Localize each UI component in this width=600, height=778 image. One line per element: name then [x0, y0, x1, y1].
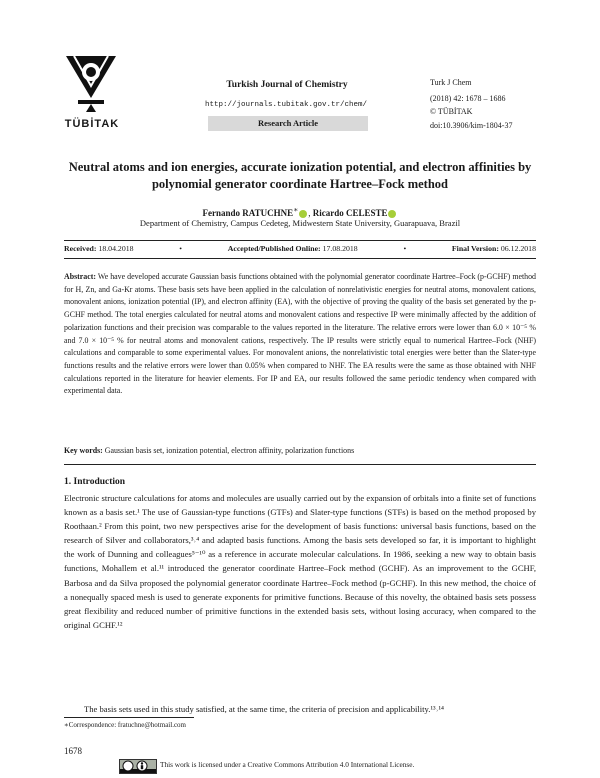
abstract-label: Abstract: [64, 272, 96, 281]
final-version-date: Final Version: 06.12.2018 [451, 244, 536, 253]
divider [64, 464, 536, 465]
divider [64, 258, 536, 259]
abstract [64, 271, 536, 398]
logo-wordmark: TÜBİTAK [64, 118, 120, 130]
keywords [64, 446, 536, 455]
license-notice: This work is licensed under a Creative Commons Attribution 4.0 International License. [160, 760, 415, 769]
author-separator: , [308, 208, 311, 218]
correspondence-mark: ∗ [293, 205, 299, 214]
footnote-divider [64, 717, 194, 718]
author-name: Ricardo CELESTE [312, 208, 388, 218]
meta-journal-abbrev: Turk J Chem [430, 78, 472, 87]
paper-title: Neutral atoms and ion energies, accurate ionization potential, and electron affinities by polynomial generator coordinate Hartree–Fock method [68, 160, 532, 191]
affiliation: Department of Chemistry, Campus Cedeteg, Midwestern State University, Guarapuava, Brazil [139, 218, 461, 228]
intro-paragraph: The basis sets used in this study satisfied, at the same time, the criteria of precision and applicability.¹³˒¹⁴ [84, 704, 445, 714]
author-name: Fernando RATUCHNE [202, 208, 294, 218]
divider [64, 240, 536, 241]
publication-dates [64, 244, 536, 253]
journal-name: Turkish Journal of Chemistry [226, 80, 348, 90]
keywords-label: Key words: [64, 446, 103, 455]
journal-url[interactable]: http://journals.tubitak.gov.tr/chem/ [204, 101, 368, 109]
orcid-icon[interactable] [299, 210, 307, 218]
page-number: 1678 [64, 746, 82, 756]
cc-by-license-icon[interactable] [119, 759, 157, 774]
section-heading: 1. Introduction [64, 477, 126, 487]
received-date: Received: 18.04.2018 [64, 244, 134, 253]
abstract-text: We have developed accurate Gaussian basis functions obtained with the polynomial generator coordinate Hartree–Fock (p-GCHF) method for H, Zn, and Ga-Kr atoms. These basis sets have been applied in the calculation of nonrelativistic energies for neutral atoms, monovalent cations, monovalent anions, ionization potential (IP), and electron affinity (EA), with the objective of proving the quality of the basis set generated by the p-GCHF method. The total energies calculated for neutral atoms and monovalent cations and respective IP were minimally affected by the addition of polarization functions and their precision was comparable to the values reported in the literature. The relative errors were lower than 6.0 × 10⁻⁵ % and 7.0 × 10⁻⁵ % for neutral atoms and monovalent cations, respectively. The IP results were strictly equal to numerical Hartree–Fock (NHF) calculations and comparable to some experimental values. For monovalent anions, the nonrelativistic total energies were better than the Slater-type functions results and the relative errors were lower than 0.05% when compared to NHF. The EA results were the same as those obtained with NHF calculations reported in the literature for heavier elements. For IP and EA, our results followed the same periodic tendency when compared with experimental data. [64, 272, 536, 396]
accepted-date: Accepted/Published Online: 17.08.2018 [227, 244, 358, 253]
correspondence-footnote: ∗Correspondence: fratuchne@hotmail.com [64, 721, 186, 729]
date-bullet: • [403, 244, 407, 253]
orcid-icon[interactable] [388, 210, 396, 218]
intro-paragraph: Electronic structure calculations for atoms and molecules are usually carried out by the expansion of orbitals into a finite set of functions known as a basis set.¹ The use of Gaussian-type functions (GTFs) and Slater-type functions (STFs) is based on the method proposed by Roothaan.² From this point, two new perspectives arise for the development of basis functions: universal basis functions, based on the research of Silver and collaborators,³˒⁴ and adapted basis functions. Among the basis sets developed so far, it is important to highlight the work of Dunning and colleagues⁵⁻¹⁰ as a reference in accurate molecular calculations. In 1986, seeking a new way to obtain basis functions, Mohallem et al.¹¹ introduced the generator coordinate Hartree–Fock method (GCHF). As an improvement to the GCHF, Barbosa and da Silva proposed the polynomial generator coordinate Hartree–Fock method (p-GCHF). In this new method, the choice of a nonequally spaced mesh is used to generate exponents for primitive functions. Because of this novelty, the obtained basis sets possess great flexibility and reduced number of primitive functions in the extended basis sets, without losing accuracy, when compared to the original GCHF.¹² [64, 493, 536, 630]
article-type-badge: Research Article [208, 116, 368, 131]
keywords-text: Gaussian basis set, ionization potential, electron affinity, polarization functions [104, 446, 355, 455]
meta-volume-pages: (2018) 42: 1678 – 1686 [430, 94, 506, 103]
date-bullet: • [179, 244, 182, 253]
author-line [60, 205, 540, 218]
meta-copyright: © TÜBİTAK [430, 107, 473, 116]
meta-doi[interactable]: doi:10.3906/kim-1804-37 [430, 121, 513, 130]
